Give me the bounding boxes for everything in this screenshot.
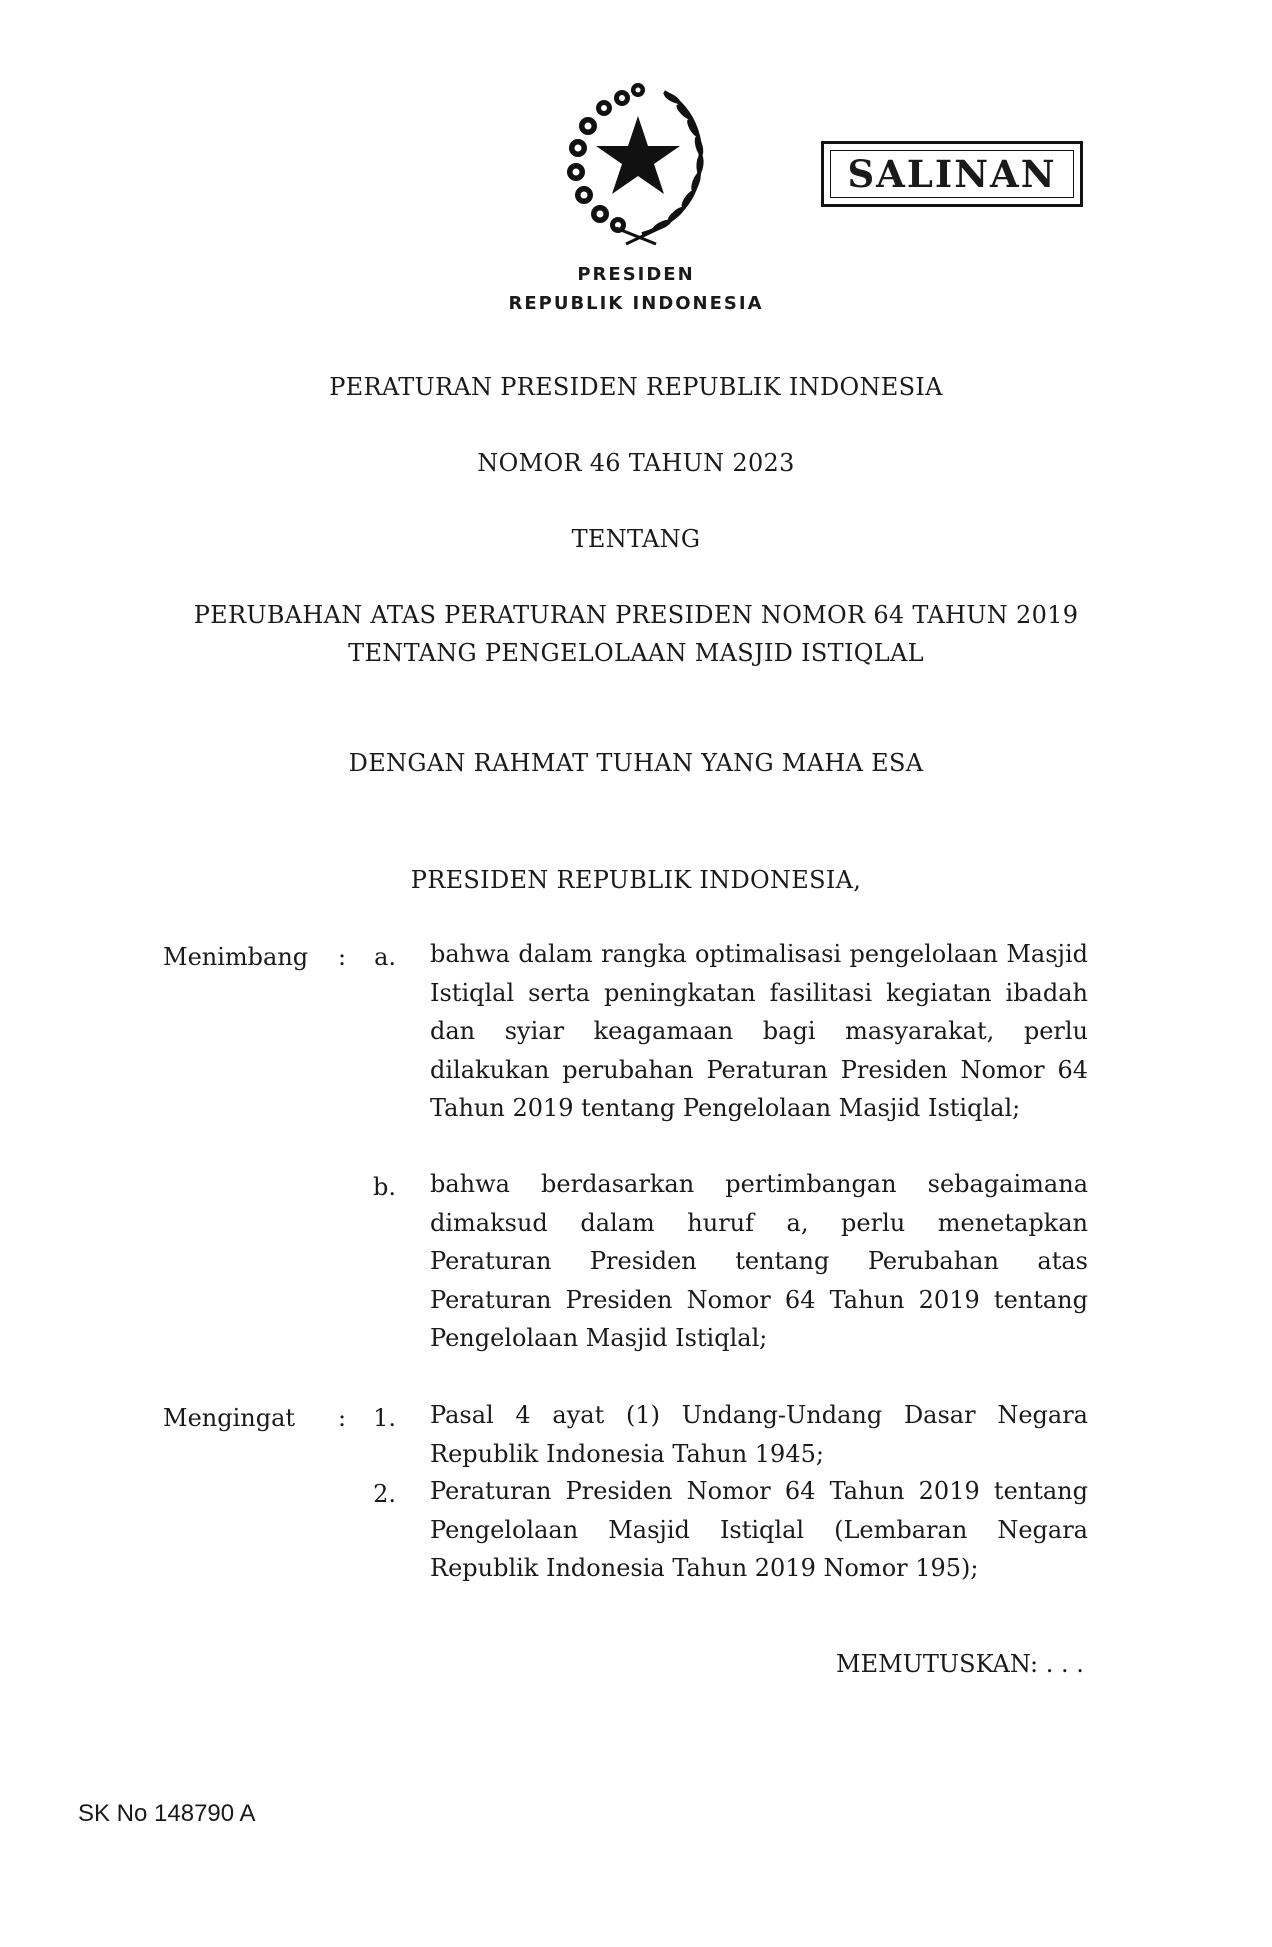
mengingat-item-1-text: Pasal 4 ayat (1) Undang-Undang Dasar Negara Republik Indonesia Tahun 1945; xyxy=(430,1401,1088,1468)
mengingat-colon: : xyxy=(338,1404,347,1432)
mengingat-item-1-marker: 1. xyxy=(373,1404,396,1432)
sk-number: SK No 148790 A xyxy=(78,1800,256,1827)
seal-caption-presiden: PRESIDEN xyxy=(577,264,695,285)
regulation-subject-line2: TENTANG PENGELOLAAN MASJID ISTIQLAL xyxy=(348,639,924,667)
regulation-about: TENTANG xyxy=(571,525,701,553)
salinan-stamp xyxy=(821,141,1083,207)
mengingat-label: Mengingat xyxy=(163,1404,296,1432)
salinan-label: SALINAN xyxy=(830,150,1074,198)
regulation-title: PERATURAN PRESIDEN REPUBLIK INDONESIA xyxy=(329,373,943,401)
presidential-seal-emblem xyxy=(546,68,726,248)
mengingat-item-2-marker: 2. xyxy=(373,1480,396,1508)
issuer: PRESIDEN REPUBLIK INDONESIA, xyxy=(410,866,862,894)
menimbang-item-b-text: bahwa berdasarkan pertimbangan sebagaimana dimaksud dalam huruf a, perlu menetapkan Peraturan Presiden tentang Perubahan atas Peraturan Presiden Nomor 64 Tahun 2019 tentang Pengelolaan Masjid Istiqlal; xyxy=(430,1170,1088,1352)
menimbang-item-a-text: bahwa dalam rangka optimalisasi pengelolaan Masjid Istiqlal serta peningkatan fasilitasi kegiatan ibadah dan syiar keagamaan bagi masyarakat, perlu dilakukan perubahan Peraturan Presiden Nomor 64 Tahun 2019 tentang Pengelolaan Masjid Istiqlal; xyxy=(430,940,1088,1122)
mengingat-item-2-text: Peraturan Presiden Nomor 64 Tahun 2019 tentang Pengelolaan Masjid Istiqlal (Lembaran Negara Republik Indonesia Tahun 2019 Nomor 195); xyxy=(430,1477,1088,1582)
invocation: DENGAN RAHMAT TUHAN YANG MAHA ESA xyxy=(348,749,924,777)
menimbang-colon: : xyxy=(338,943,347,971)
regulation-number: NOMOR 46 TAHUN 2023 xyxy=(477,449,795,477)
memutuskan-continuation: MEMUTUSKAN: . . . xyxy=(836,1650,1084,1678)
regulation-subject-line1: PERUBAHAN ATAS PERATURAN PRESIDEN NOMOR 64 TAHUN 2019 xyxy=(193,601,1079,629)
menimbang-label: Menimbang xyxy=(163,943,309,971)
star-wreath-icon xyxy=(546,68,726,248)
seal-caption-republik: REPUBLIK INDONESIA xyxy=(508,293,764,314)
menimbang-item-b-marker: b. xyxy=(373,1173,396,1201)
menimbang-item-a-marker: a. xyxy=(374,943,396,971)
